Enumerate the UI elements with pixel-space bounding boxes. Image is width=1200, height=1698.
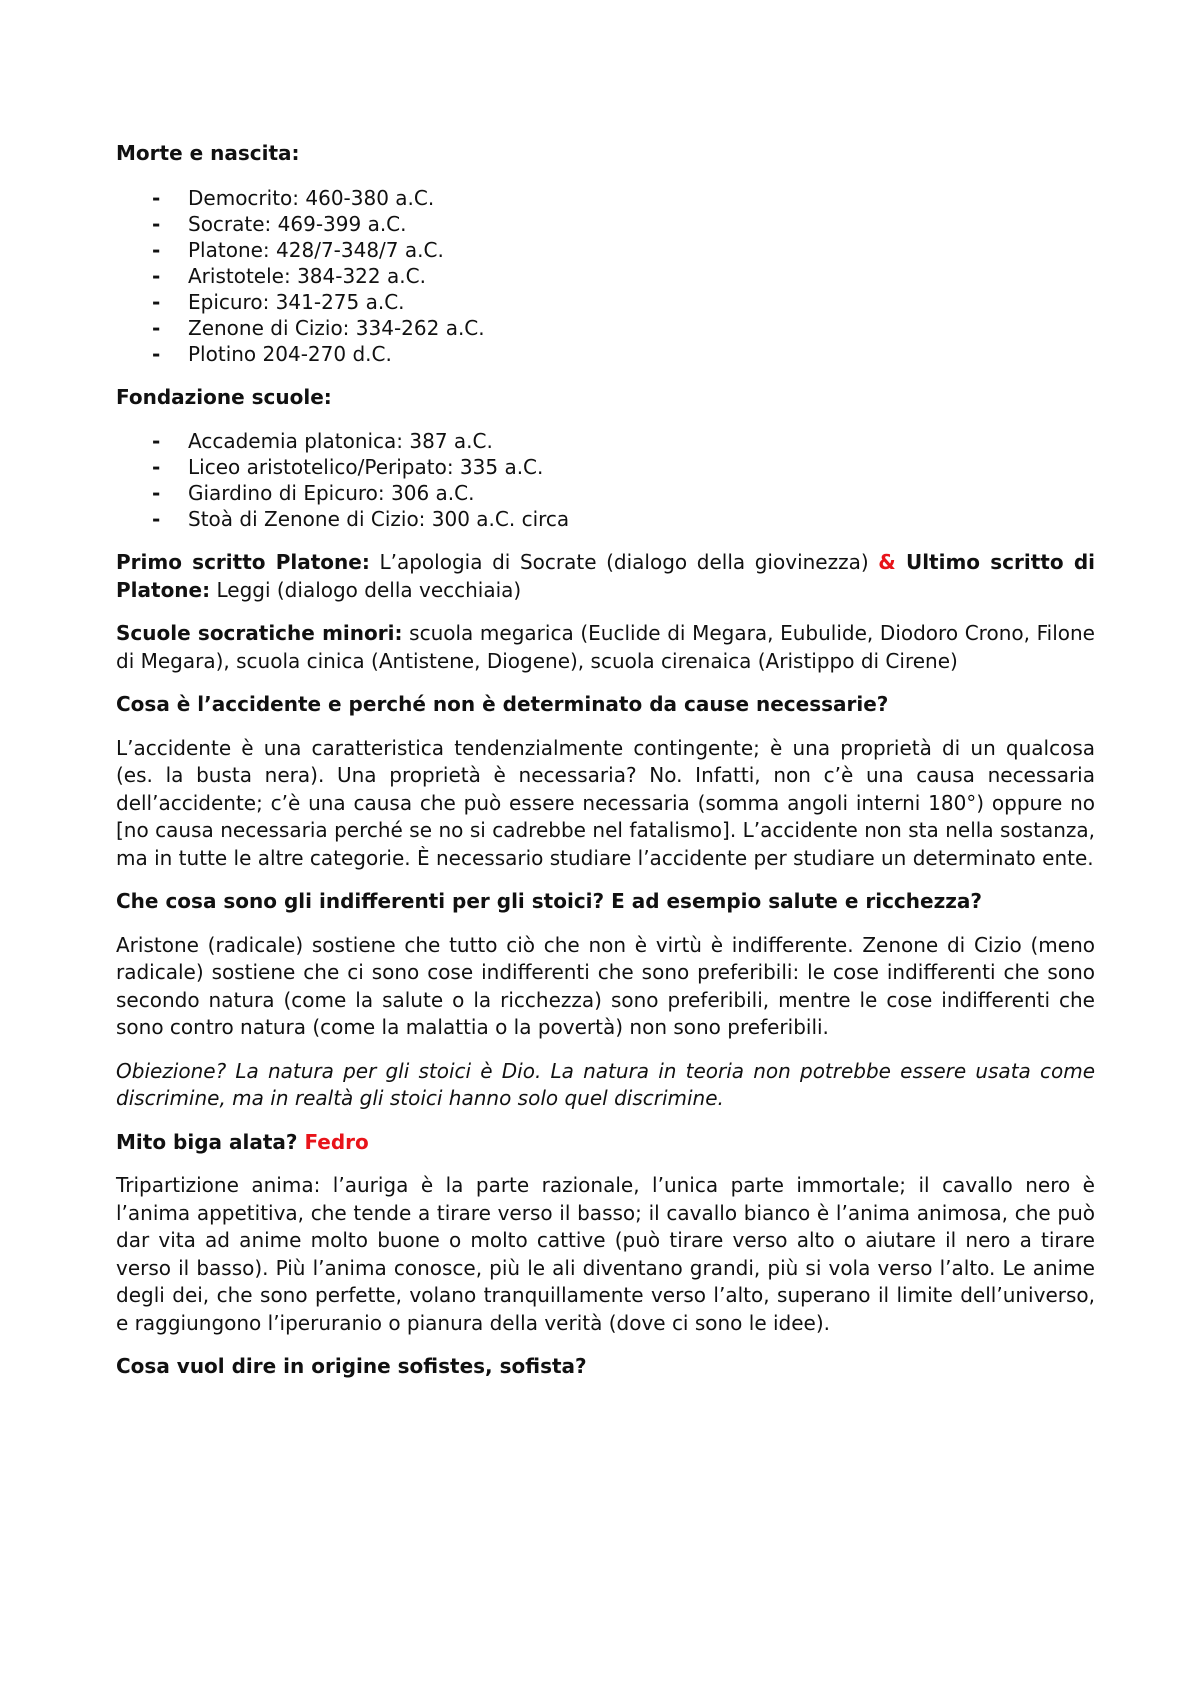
list-item-text: Epicuro: 341-275 a.C. [188, 289, 405, 314]
accident-answer: L’accidente è una caratteristica tendenzialmente contingente; è una proprietà di un qualcosa (es. la busta nera). Una proprietà è necessaria? No. Infatti, non c’è una causa necessaria dell’accidente; c’è una causa che può essere necessaria (somma angoli interni 180°) oppure no [no causa necessaria perché se no si cadrebbe nel fatalismo]. L’accidente non sta nella sostanza, ma in tutte le altre categorie. È necessario studiare l’accidente per studiare un determinato ente. [116, 735, 1095, 870]
first-writing-label: Primo scritto Platone: [116, 550, 370, 574]
list-item-text: Platone: 428/7-348/7 a.C. [188, 237, 444, 262]
list-item-text: Zenone di Cizio: 334-262 a.C. [188, 315, 485, 340]
dash-bullet: - [152, 507, 161, 531]
dash-bullet: - [152, 211, 161, 236]
dash-bullet: - [152, 429, 161, 453]
dash-bullet: - [152, 481, 161, 505]
chariot-question-line [116, 1129, 1095, 1157]
list-item-text: Stoà di Zenone di Cizio: 300 a.C. circa [188, 507, 570, 531]
document-page [116, 140, 1095, 1381]
list-item [116, 506, 1095, 532]
dash-bullet: - [152, 185, 161, 210]
list-item-text: Liceo aristotelico/Peripato: 335 a.C. [188, 455, 544, 479]
list-item [116, 480, 1095, 506]
first-writing-text: L’apologia di Socrate (dialogo della giovinezza) [369, 550, 879, 574]
list-item [116, 454, 1095, 480]
dash-bullet: - [152, 341, 161, 366]
schools-heading: Fondazione scuole: [116, 384, 332, 409]
death-birth-list [116, 185, 1095, 367]
sophist-question: Cosa vuol dire in origine sofistes, sofista? [116, 1354, 587, 1378]
list-item [116, 211, 1095, 237]
list-item-text: Socrate: 469-399 a.C. [188, 211, 407, 236]
list-item [116, 341, 1095, 367]
schools-list [116, 428, 1095, 532]
minor-schools-paragraph [116, 620, 1095, 675]
indifferents-answer: Aristone (radicale) sostiene che tutto ciò che non è virtù è indifferente. Zenone di Cizio (meno radicale) sostiene che ci sono cose indifferenti che sono preferibili: le cose indifferenti che sono secondo natura (come la salute o la ricchezza) sono preferibili, mentre le cose indifferenti che sono contro natura (come la malattia o la povertà) non sono preferibili. [116, 932, 1095, 1039]
dash-bullet: - [152, 263, 161, 288]
list-item [116, 263, 1095, 289]
accident-question: Cosa è l’accidente e perché non è determinato da cause necessarie? [116, 692, 889, 716]
chariot-question: Mito biga alata? [116, 1129, 298, 1154]
list-item-text: Aristotele: 384-322 a.C. [188, 263, 426, 288]
list-item-text: Accademia platonica: 387 a.C. [188, 429, 493, 453]
last-writing-text: Leggi (dialogo della vecchiaia) [210, 577, 522, 602]
ampersand-symbol: & [878, 550, 896, 574]
minor-schools-label: Scuole socratiche minori: [116, 621, 403, 645]
list-item [116, 289, 1095, 315]
list-item [116, 315, 1095, 341]
list-item-text: Plotino 204-270 d.C. [188, 341, 392, 366]
objection-paragraph: Obiezione? La natura per gli stoici è Dio. La natura in teoria non potrebbe essere usata come discrimine, ma in realtà gli stoici hanno solo quel discrimine. [116, 1058, 1095, 1110]
dash-bullet: - [152, 315, 161, 340]
list-item [116, 237, 1095, 263]
indifferents-question: Che cosa sono gli indifferenti per gli stoici? E ad esempio salute e ricchezza? [116, 889, 982, 913]
chariot-answer: Tripartizione anima: l’auriga è la parte razionale, l’unica parte immortale; il cavallo nero è l’anima appetitiva, che tende a tirare verso il basso; il cavallo bianco è l’anima animosa, che può dar vita ad anime molto buone o molto cattive (può tirare verso alto o aiutare il nero a tirare verso il basso). Più l’anima conosce, più le ali diventano grandi, più si vola verso l’alto. Le anime degli dei, che sono perfette, volano tranquillamente verso l’alto, superano il limite dell’universo, e raggiungono l’iperuranio o pianura della verità (dove ci sono le idee). [116, 1173, 1095, 1335]
minor-schools-text: scuola megarica (Euclide di Megara, Eubulide, Diodoro Crono, Filone di Megara), scuola cinica (Antistene, Diogene), scuola cirenaica (Aristippo di Cirene) [116, 621, 1095, 673]
dash-bullet: - [152, 289, 161, 314]
plato-writings-paragraph [116, 549, 1095, 604]
chariot-source: Fedro [304, 1129, 369, 1154]
list-item [116, 428, 1095, 454]
dash-bullet: - [152, 455, 161, 479]
death-birth-heading: Morte e nascita: [116, 141, 300, 165]
last-writing-label: Ultimo scritto di Platone: [116, 550, 1095, 602]
dash-bullet: - [152, 237, 161, 262]
list-item-text: Democrito: 460-380 a.C. [188, 185, 435, 210]
list-item [116, 185, 1095, 211]
list-item-text: Giardino di Epicuro: 306 a.C. [188, 481, 475, 505]
